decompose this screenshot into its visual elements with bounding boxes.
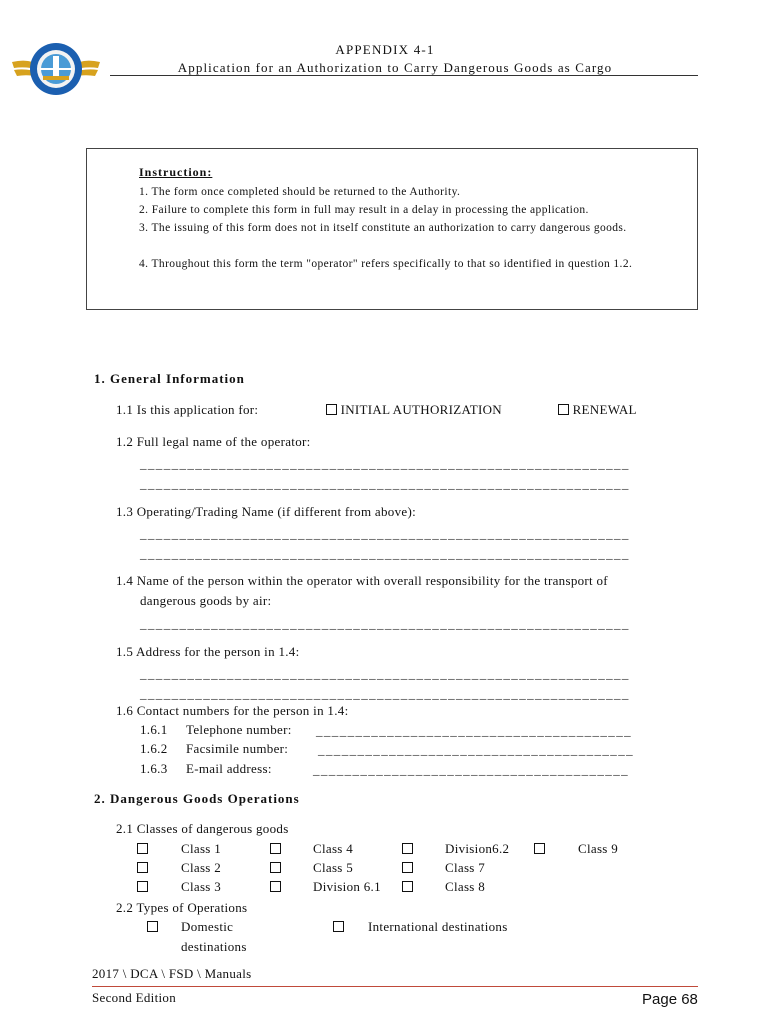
class9-label: Class 9 xyxy=(578,841,619,856)
class5-label: Class 5 xyxy=(313,860,354,875)
international-checkbox[interactable] xyxy=(333,921,344,932)
email-line[interactable]: ________________________________________ xyxy=(313,762,629,777)
q14-label-continued: dangerous goods by air: xyxy=(140,593,272,608)
telephone-line[interactable]: ________________________________________ xyxy=(316,723,632,738)
renewal-checkbox[interactable] xyxy=(558,404,569,415)
facsimile-label: Facsimile number: xyxy=(186,741,289,756)
instruction-item: 2. Failure to complete this form in full may result in a delay in processing the application. xyxy=(139,204,589,216)
q161-number: 1.6.1 xyxy=(140,722,168,737)
q14-label: 1.4 Name of the person within the operator with overall responsibility for the transport of xyxy=(116,573,608,588)
instruction-item: 4. Throughout this form the term "operator" refers specifically to that so identified in question 1.2. xyxy=(139,258,633,270)
footer-edition: Second Edition xyxy=(92,990,176,1005)
class1-label: Class 1 xyxy=(181,841,222,856)
q13-label: 1.3 Operating/Trading Name (if different from above): xyxy=(116,504,417,519)
instruction-title: Instruction: xyxy=(139,165,213,179)
class3-checkbox[interactable] xyxy=(137,881,148,892)
initial-authorization-option[interactable] xyxy=(326,402,502,418)
international-label: International destinations xyxy=(368,919,508,934)
class1-checkbox[interactable] xyxy=(137,843,148,854)
q11-label: 1.1 Is this application for: xyxy=(116,402,259,417)
instruction-item: 1. The form once completed should be returned to the Authority. xyxy=(139,186,461,198)
class5-checkbox[interactable] xyxy=(270,862,281,873)
q21-label: 2.1 Classes of dangerous goods xyxy=(116,821,289,836)
operator-name-line-2[interactable]: ______________________________________________________________ xyxy=(140,476,630,491)
header-divider xyxy=(110,75,698,76)
q16-label: 1.6 Contact numbers for the person in 1.4: xyxy=(116,703,349,718)
division62-label: Division6.2 xyxy=(445,841,510,856)
class3-label: Class 3 xyxy=(181,879,222,894)
trading-name-line-2[interactable]: ______________________________________________________________ xyxy=(140,546,630,561)
page-number: Page 68 xyxy=(642,991,698,1008)
operator-name-line-1[interactable]: ______________________________________________________________ xyxy=(140,456,630,471)
class2-checkbox[interactable] xyxy=(137,862,148,873)
class2-label: Class 2 xyxy=(181,860,222,875)
initial-authorization-checkbox[interactable] xyxy=(326,404,337,415)
email-label: E-mail address: xyxy=(186,761,272,776)
class9-checkbox[interactable] xyxy=(534,843,545,854)
responsible-person-line[interactable]: ______________________________________________________________ xyxy=(140,616,630,631)
footer-manual: 2017 \ DCA \ FSD \ Manuals xyxy=(92,966,252,981)
facsimile-line[interactable]: ________________________________________ xyxy=(318,742,634,757)
address-line-1[interactable]: ______________________________________________________________ xyxy=(140,666,630,681)
form-title: Application for an Authorization to Carry Dangerous Goods as Cargo xyxy=(177,60,613,75)
instruction-item: 3. The issuing of this form does not in itself constitute an authorization to carry dangerous goods. xyxy=(139,222,627,234)
domestic-checkbox[interactable] xyxy=(147,921,158,932)
initial-authorization-label: INITIAL AUTHORIZATION xyxy=(340,402,502,417)
class7-checkbox[interactable] xyxy=(402,862,413,873)
q15-label: 1.5 Address for the person in 1.4: xyxy=(116,644,300,659)
appendix-heading: APPENDIX 4-1 xyxy=(335,42,435,57)
domestic-label-continued: destinations xyxy=(181,939,247,954)
class8-label: Class 8 xyxy=(445,879,486,894)
section1-heading: 1. General Information xyxy=(94,371,245,386)
telephone-label: Telephone number: xyxy=(186,722,292,737)
q22-label: 2.2 Types of Operations xyxy=(116,900,248,915)
renewal-label: RENEWAL xyxy=(572,402,637,417)
class4-label: Class 4 xyxy=(313,841,354,856)
section2-heading: 2. Dangerous Goods Operations xyxy=(94,791,300,806)
class4-checkbox[interactable] xyxy=(270,843,281,854)
q163-number: 1.6.3 xyxy=(140,761,168,776)
division61-label: Division 6.1 xyxy=(313,879,381,894)
division61-checkbox[interactable] xyxy=(270,881,281,892)
instruction-box xyxy=(86,148,698,310)
q162-number: 1.6.2 xyxy=(140,741,168,756)
division62-checkbox[interactable] xyxy=(402,843,413,854)
renewal-option[interactable] xyxy=(558,402,637,418)
trading-name-line-1[interactable]: ______________________________________________________________ xyxy=(140,526,630,541)
address-line-2[interactable]: ______________________________________________________________ xyxy=(140,686,630,701)
q12-label: 1.2 Full legal name of the operator: xyxy=(116,434,311,449)
class7-label: Class 7 xyxy=(445,860,486,875)
footer-divider xyxy=(92,986,698,987)
domestic-label: Domestic xyxy=(181,919,234,934)
class8-checkbox[interactable] xyxy=(402,881,413,892)
